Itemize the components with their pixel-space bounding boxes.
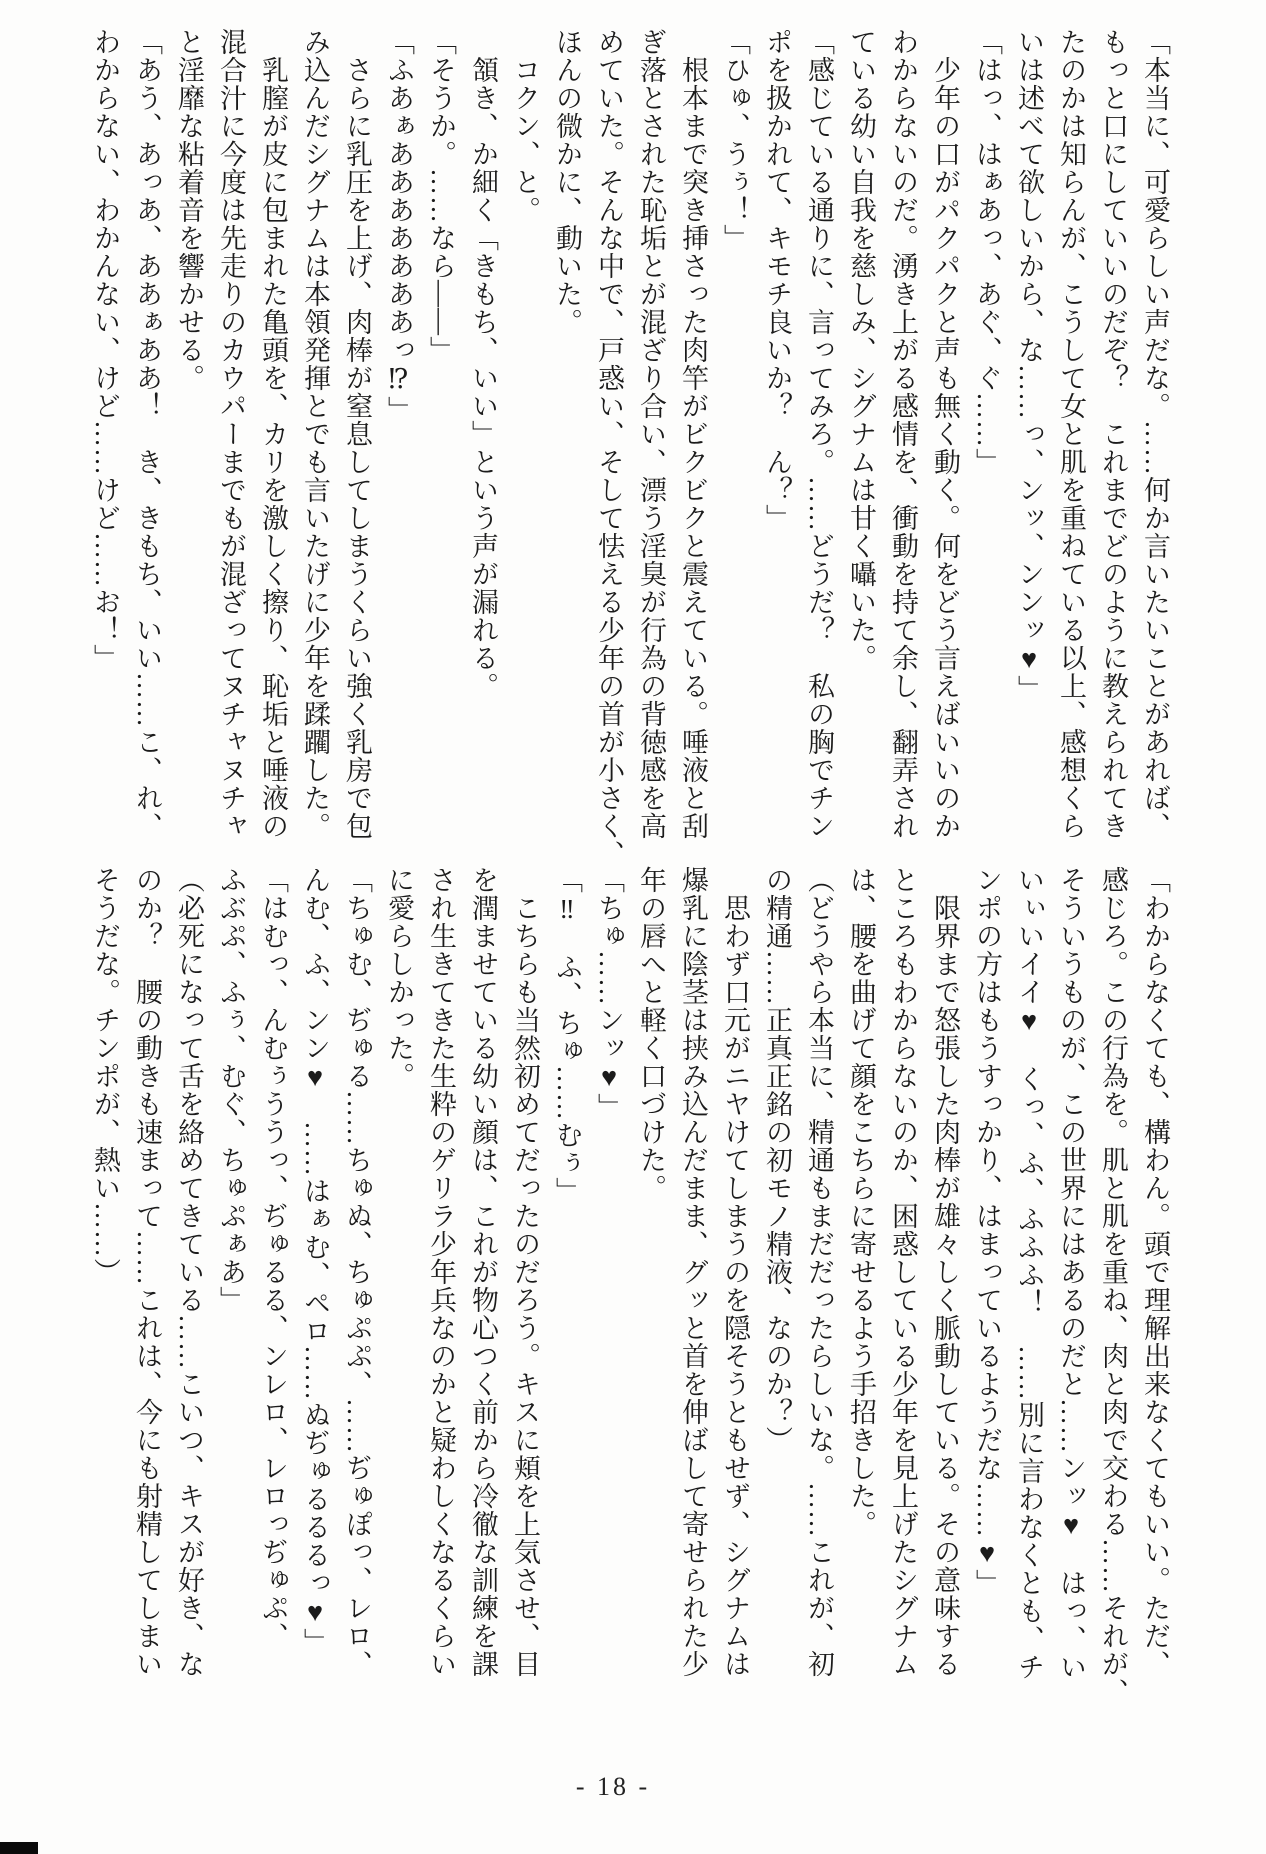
text-column: 「はむっ、んむぅううっ、ぢゅるる、ンレロ、レロっぢゅぷ、 bbox=[258, 866, 288, 1650]
text-column: もっと口にしていいのだぞ？ これまでどのように教えられてき bbox=[1098, 28, 1128, 840]
text-column: コクン、と。 bbox=[510, 28, 540, 224]
text-column: 感じろ。この行為を。肌と肌を重ね、肉と肉で交わる……それが、 bbox=[1098, 866, 1128, 1706]
text-column: そうだな。チンポが、熱い……） bbox=[90, 866, 120, 1286]
text-block-bottom bbox=[88, 866, 1168, 1711]
text-column: ほんの微かに、動いた。 bbox=[552, 28, 582, 336]
scan-artifact-mark bbox=[0, 1842, 38, 1854]
text-column: と淫靡な粘着音を響かせる。 bbox=[174, 28, 204, 392]
text-column: 「はっ、はぁあっ、あぐ、ぐ……」 bbox=[972, 28, 1002, 476]
text-column: ている幼い自我を慈しみ、シグナムは甘く囁いた。 bbox=[846, 28, 876, 672]
text-column: のか？ 腰の動きも速まって……これは、今にも射精してしまい bbox=[132, 866, 162, 1678]
text-column: 「感じている通りに、言ってみろ。……どうだ？ 私の胸でチン bbox=[804, 28, 834, 840]
text-column: を潤ませている幼い顔は、これが物心つく前から冷徹な訓練を課 bbox=[468, 866, 498, 1678]
text-column: 「ひゅ、うぅ！」 bbox=[720, 28, 750, 252]
text-column: に愛らしかった。 bbox=[384, 866, 414, 1090]
text-column: いは述べて欲しいから、な……っ、ンッ、ンンッ♥」 bbox=[1014, 28, 1044, 703]
text-column: 年の唇へと軽く口づけた。 bbox=[636, 866, 666, 1202]
text-column: 「ふあぁあああああああっ⁉」 bbox=[384, 28, 414, 424]
text-column: 混合汁に今度は先走りのカウパーまでもが混ざってヌチャヌチャ bbox=[216, 28, 246, 840]
text-column: 限界まで怒張した肉棒が雄々しく脈動している。その意味する bbox=[930, 866, 960, 1678]
text-column: そういうものが、この世界にはあるのだと……ンッ♥ はっ、い bbox=[1056, 866, 1086, 1681]
text-column: 根本まで突き挿さった肉竿がビクビクと震えている。唾液と刮 bbox=[678, 28, 708, 840]
text-column: 頷き、か細く「きもち、いい」という声が漏れる。 bbox=[468, 28, 498, 700]
text-column: こちらも当然初めてだったのだろう。キスに頬を上気させ、目 bbox=[510, 866, 540, 1678]
text-column: 「そうか。……なら――」 bbox=[426, 28, 456, 364]
text-column: 「わからなくても、構わん。頭で理解出来なくてもいい。ただ、 bbox=[1140, 866, 1170, 1678]
text-column: 思わず口元がニヤけてしまうのを隠そうともせず、シグナムは bbox=[720, 866, 750, 1678]
text-column: めていた。そんな中で、戸惑い、そして怯える少年の首が小さく、 bbox=[594, 28, 624, 868]
text-column: 「ちゅむ、ぢゅる……ちゅぬ、ちゅぷぷ、……ぢゅぽっ、レロ、 bbox=[342, 866, 372, 1678]
text-column: 「‼ ふ、ちゅ……むぅ」 bbox=[552, 866, 582, 1205]
text-column: 「ちゅ……ンッ♥」 bbox=[594, 866, 624, 1121]
text-column: ふぶぷ、ふぅ、むぐ、ちゅぷぁあ」 bbox=[216, 866, 246, 1314]
text-column: んむ、ふ、ンン♥ ……はぁむ、ペロ……ぬぢゅるるるっ♥」 bbox=[300, 866, 330, 1656]
text-column: たのかは知らんが、こうして女と肌を重ねている以上、感想くら bbox=[1056, 28, 1086, 840]
text-column: 「本当に、可愛らしい声だな。……何か言いたいことがあれば、 bbox=[1140, 28, 1170, 840]
text-column: 爆乳に陰茎は挟み込んだまま、グッと首を伸ばして寄せられた少 bbox=[678, 866, 708, 1678]
text-column: は、腰を曲げて顔をこちらに寄せるよう手招きした。 bbox=[846, 866, 876, 1538]
text-column: の精通……正真正銘の初モノ精液、なのか？） bbox=[762, 866, 792, 1454]
text-column: み込んだシグナムは本領発揮とでも言いたげに少年を蹂躙した。 bbox=[300, 28, 330, 840]
text-column: わからない、わかんない、けど……けど……お！」 bbox=[90, 28, 120, 672]
text-column: 「あう、あっあ、ああぁああ！ き、きもち、いい……こ、れ、 bbox=[132, 28, 162, 840]
text-column: ところもわからないのか、困惑している少年を見上げたシグナム bbox=[888, 866, 918, 1678]
text-column: （必死になって舌を絡めてきている……こいつ、キスが好き、な bbox=[174, 866, 204, 1678]
text-column: わからないのだ。湧き上がる感情を、衝動を持て余し、翻弄され bbox=[888, 28, 918, 840]
text-column: （どうやら本当に、精通もまだだったらしいな。……これが、初 bbox=[804, 866, 834, 1678]
text-column: いぃいイイ♥ くっ、ふ、ふふふ！ ……別に言わなくとも、チ bbox=[1014, 866, 1044, 1681]
page-number: - 18 - bbox=[575, 1772, 651, 1801]
text-block-top bbox=[88, 28, 1168, 873]
text-column: 少年の口がパクパクと声も無く動く。何をどう言えばいいのか bbox=[930, 28, 960, 840]
text-column: ポを扱かれて、キモチ良いか？ ん？」 bbox=[762, 28, 792, 532]
text-column: ぎ落とされた恥垢とが混ざり合い、漂う淫臭が行為の背徳感を高 bbox=[636, 28, 666, 840]
text-column: 乳膣が皮に包まれた亀頭を、カリを激しく擦り、恥垢と唾液の bbox=[258, 28, 288, 840]
text-column: ンポの方はもうすっかり、はまっているようだな……♥」 bbox=[972, 866, 1002, 1597]
text-column: さらに乳圧を上げ、肉棒が窒息してしまうくらい強く乳房で包 bbox=[342, 28, 372, 840]
text-column: され生きてきた生粋のゲリラ少年兵なのかと疑わしくなるくらい bbox=[426, 866, 456, 1678]
